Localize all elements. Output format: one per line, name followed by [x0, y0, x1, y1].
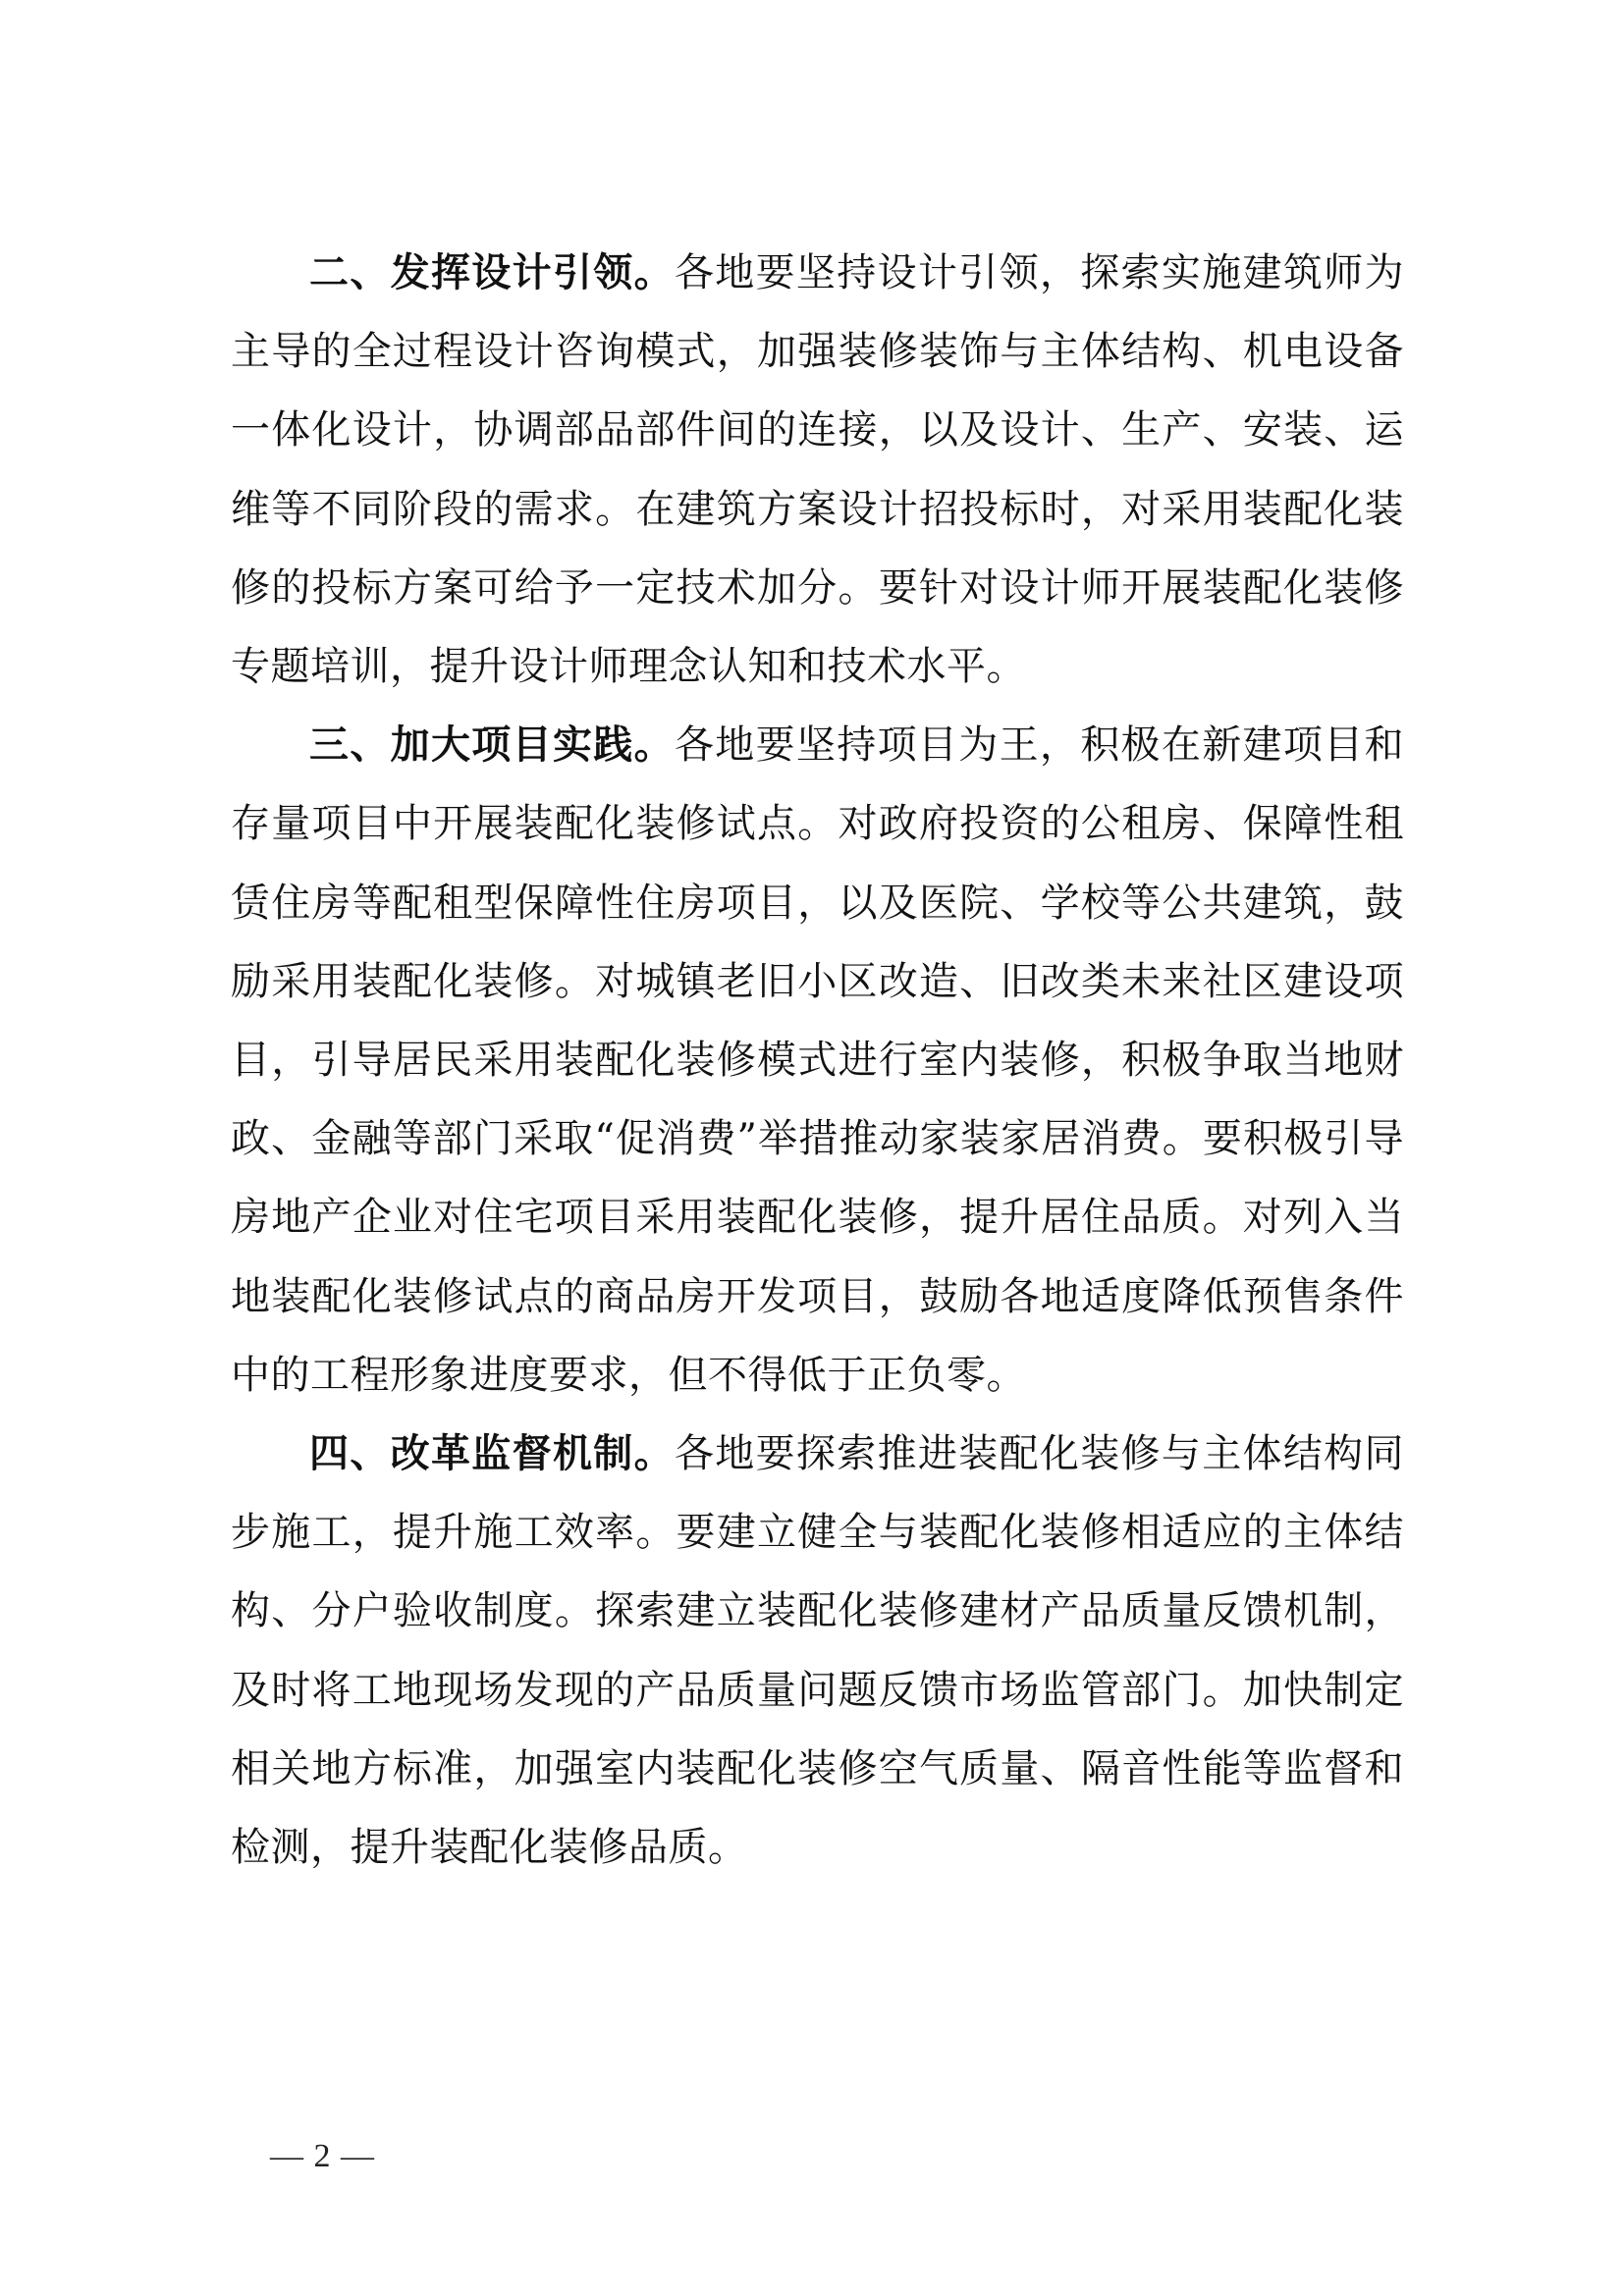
section-paragraph-project: [231, 706, 1404, 1415]
section-text-project: 各地要坚持项目为王，积极在新建项目和存量项目中开展装配化装修试点。对政府投资的公租房、保障性租赁住房等配租型保障性住房项目，以及医院、学校等公共建筑，鼓励采用装配化装修。对城镇老旧小区改造、旧改类未来社区建设项目，引导居民采用装配化装修模式进行室内装修，积极争取当地财政、金融等部门采取“促消费”举措推动家装家居消费。要积极引导房地产企业对住宅项目采用装配化装修，提升居住品质。对列入当地装配化装修试点的商品房开发项目，鼓励各地适度降低预售条件中的工程形象进度要求，但不得低于正负零。: [231, 722, 1405, 1398]
section-heading-supervision: 四、改革监督机制。: [309, 1431, 675, 1477]
section-paragraph-supervision: [231, 1415, 1404, 1887]
page-number: — 2 —: [270, 2138, 375, 2174]
section-text-design: 各地要坚持设计引领，探索实施建筑师为主导的全过程设计咨询模式，加强装修装饰与主体结构、机电设备一体化设计，协调部品部件间的连接，以及设计、生产、安装、运维等不同阶段的需求。在建筑方案设计招投标时，对采用装配化装修的投标方案可给予一定技术加分。要针对设计师开展装配化装修专题培训，提升设计师理念认知和技术水平。: [231, 250, 1405, 690]
document-body: [231, 234, 1404, 1887]
section-text-supervision: 各地要探索推进装配化装修与主体结构同步施工，提升施工效率。要建立健全与装配化装修相适应的主体结构、分户验收制度。探索建立装配化装修建材产品质量反馈机制，及时将工地现场发现的产品质量问题反馈市场监管部门。加快制定相关地方标准，加强室内装配化装修空气质量、隔音性能等监督和检测，提升装配化装修品质。: [231, 1431, 1405, 1871]
section-heading-project: 三、加大项目实践。: [309, 722, 675, 769]
section-paragraph-design: [231, 234, 1404, 706]
section-heading-design: 二、发挥设计引领。: [309, 250, 675, 295]
